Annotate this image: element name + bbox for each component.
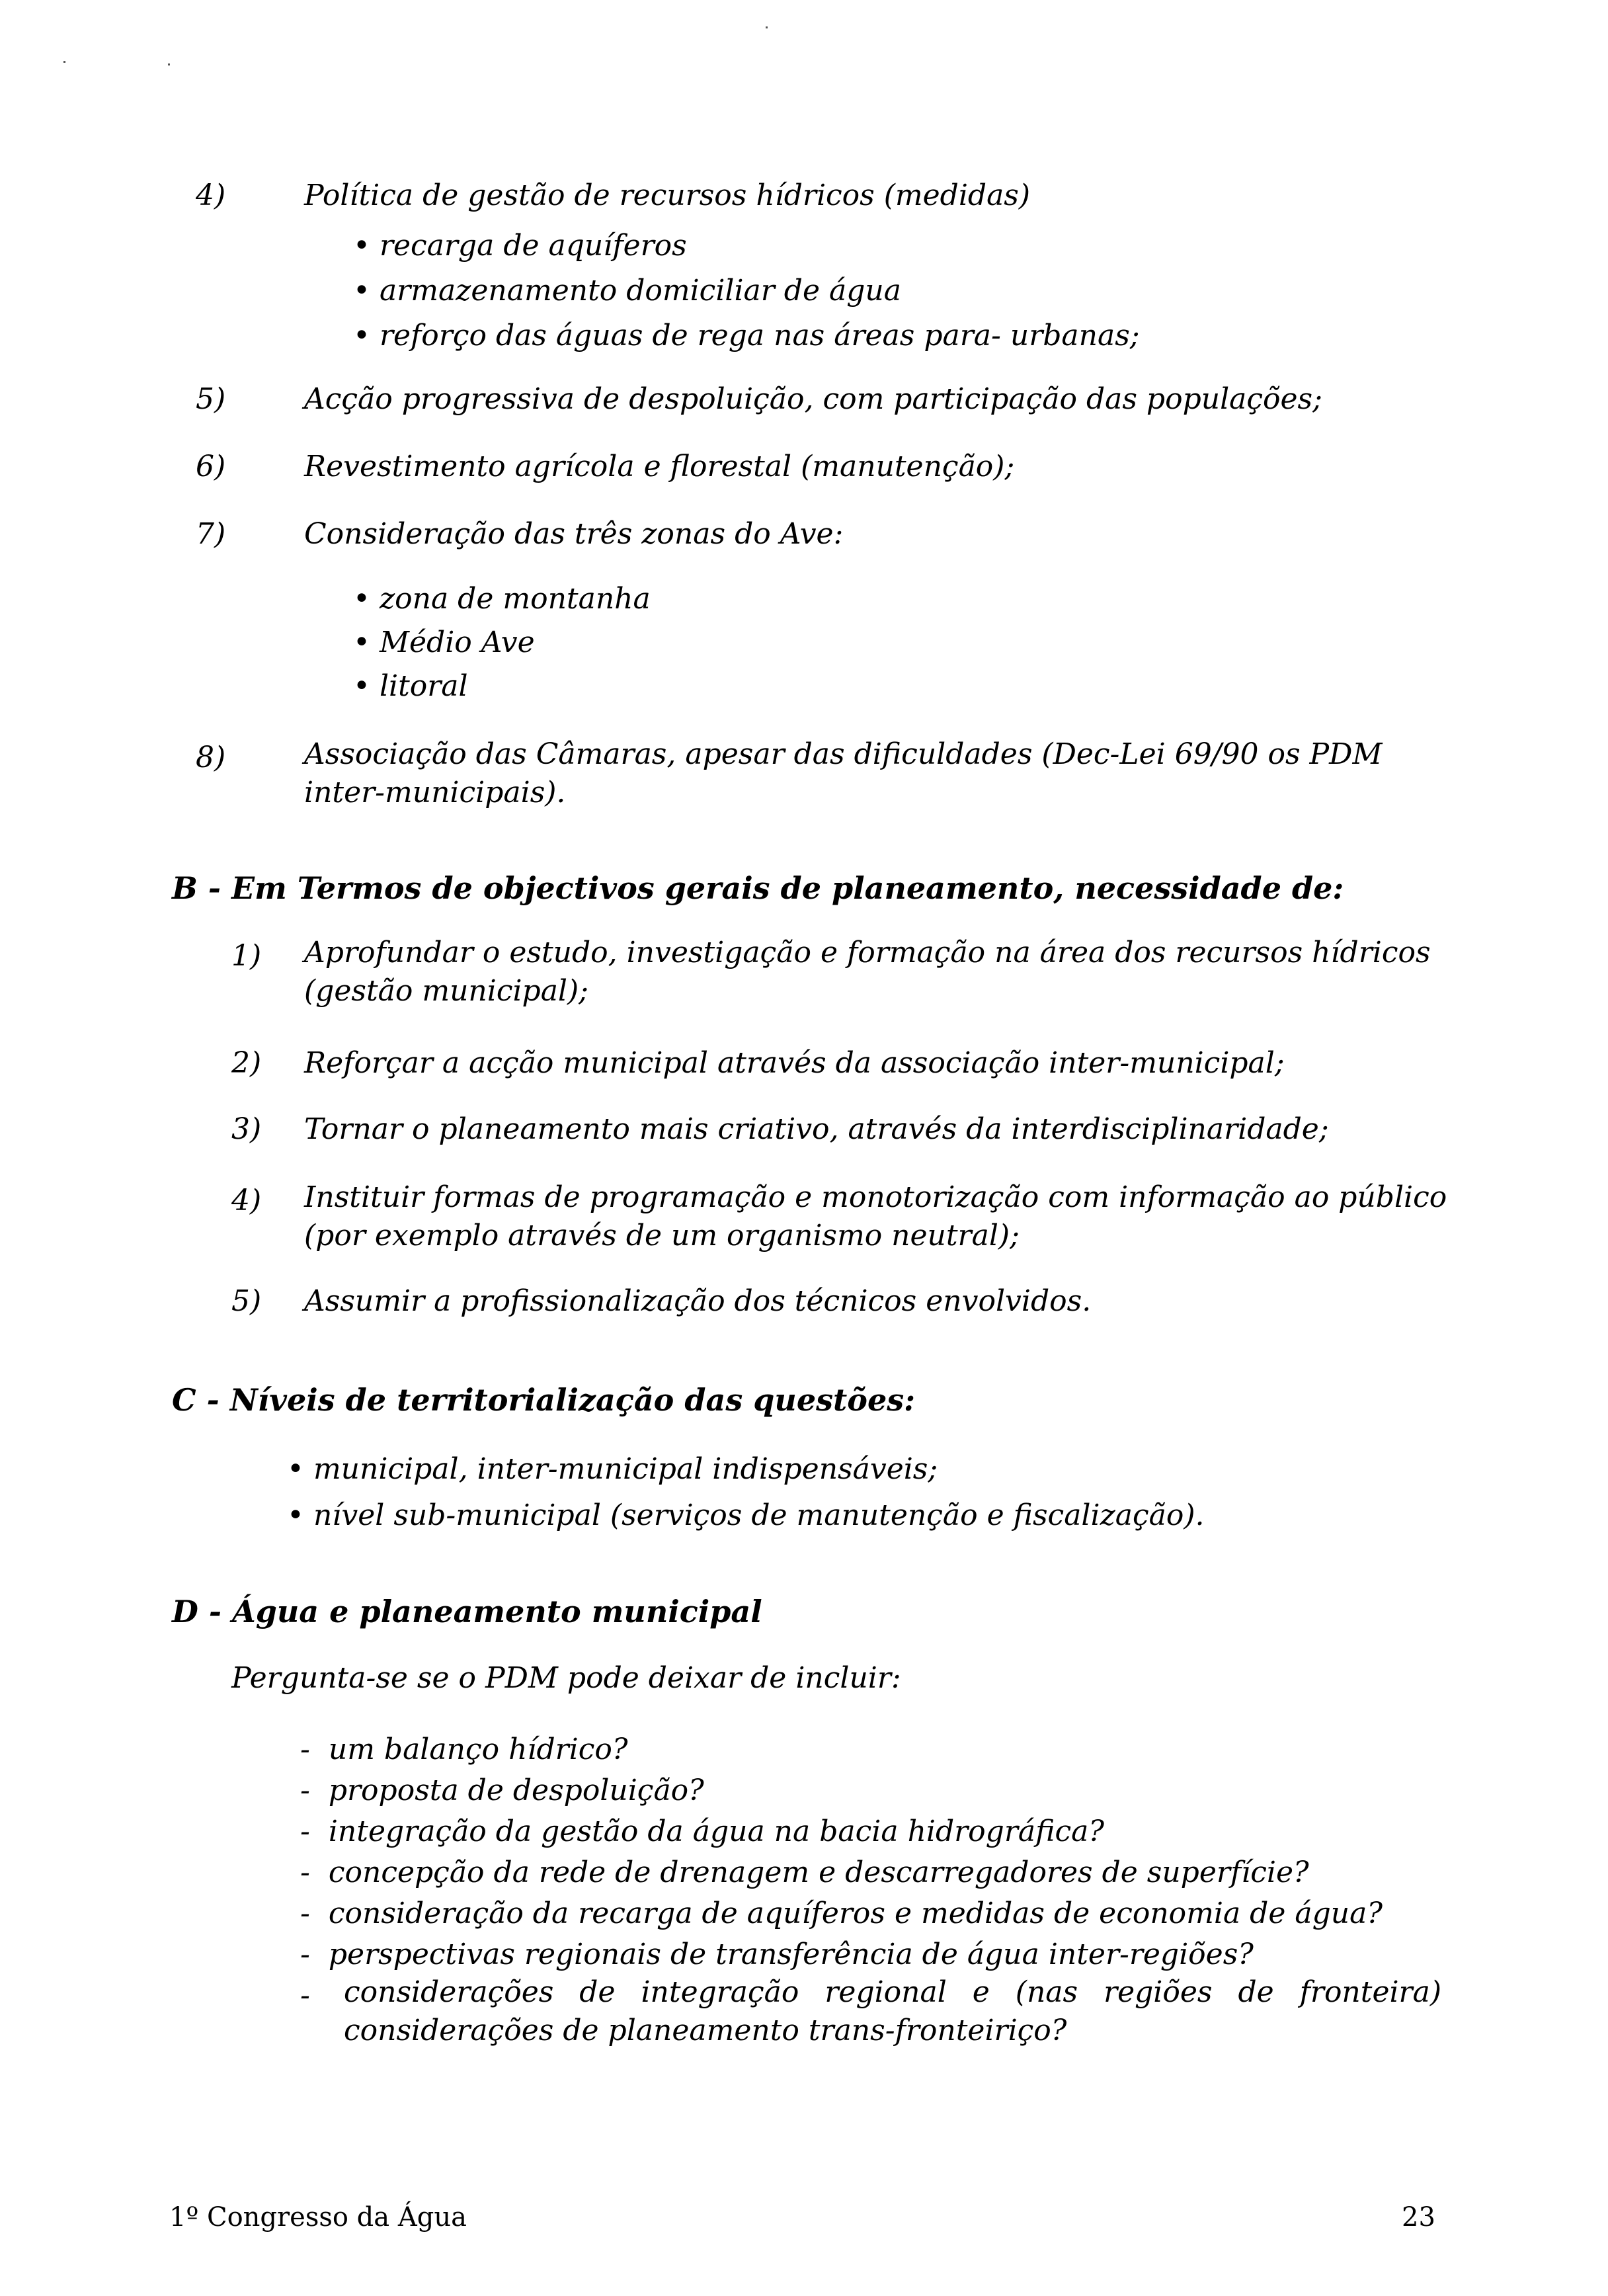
intro-text: Pergunta-se se o PDM pode deixar de incluir: [231,1661,901,1695]
bullet-item: • nível sub-municipal (serviços de manutenção e fiscalização). [287,1498,1205,1532]
dash-icon: - [300,1938,310,1971]
item-number: 4) [231,1184,262,1217]
item-number: 5) [196,382,226,416]
bullet-item: • Médio Ave [353,626,535,659]
bullet-item: • zona de montanha [353,582,651,616]
dash-item: - perspectivas regionais de transferência de água inter-regiões? [300,1938,1254,1971]
item-text: Aprofundar o estudo, investigação e formação na área dos recursos hídricos (gestão municipal); [304,936,1431,1008]
item-number: 8) [196,741,226,774]
item-text: Política de gestão de recursos hídricos (medidas) [304,179,1031,212]
section-heading: B - Em Termos de objectivos gerais de planeamento, necessidade de: [172,870,1344,906]
dash-icon: - [300,1856,310,1889]
dash-icon: - [300,1774,310,1807]
dash-item: considerações de integração regional e (nas regiões de fronteira) considerações de planeamento trans-fronteiriço? [344,1975,1441,2047]
section-heading: D - Água e planeamento municipal [172,1594,762,1629]
bullet-item: • litoral [353,669,468,703]
bullet-item: • armazenamento domiciliar de água [353,274,901,308]
bullet-item: • recarga de aquíferos [353,229,687,263]
dash-item: - consideração da recarga de aquíferos e medidas de economia de água? [300,1897,1383,1930]
bullet-icon: • [353,582,370,616]
dash-icon: - [300,1897,310,1930]
item-text: Assumir a profissionalização dos técnicos envolvidos. [304,1284,1092,1318]
item-number: 5) [231,1284,262,1318]
bullet-item: • municipal, inter-municipal indispensáveis; [287,1452,938,1486]
item-text: Tornar o planeamento mais criativo, através da interdisciplinaridade; [304,1112,1329,1146]
item-number: 4) [196,179,226,212]
item-text: Reforçar a acção municipal através da associação inter-municipal; [304,1046,1285,1080]
dash-item: - integração da gestão da água na bacia hidrográfica? [300,1815,1104,1848]
item-text: Associação das Câmaras, apesar das dificuldades (Dec-Lei 69/90 os PDM inter-municipais). [304,737,1383,809]
dash-icon: - [300,1979,310,2012]
bullet-icon: • [287,1452,304,1486]
dash-icon: - [300,1733,310,1766]
bullet-icon: • [353,229,370,263]
item-text: Instituir formas de programação e monotorização com informação ao público (por exemplo através de um organismo neutral); [304,1180,1447,1252]
dash-item: - um balanço hídrico? [300,1733,628,1766]
scan-speck [63,61,65,63]
scan-speck [766,26,768,28]
dash-item: - concepção da rede de drenagem e descarregadores de superfície? [300,1856,1309,1889]
item-text: Revestimento agrícola e florestal (manutenção); [304,450,1015,483]
item-text: Consideração das três zonas do Ave: [304,517,844,551]
item-text: Acção progressiva de despoluição, com participação das populações; [304,382,1322,416]
bullet-icon: • [353,274,370,308]
section-heading: C - Níveis de territorialização das questões: [172,1382,916,1418]
bullet-icon: • [353,319,370,352]
bullet-item: • reforço das águas de rega nas áreas para- urbanas; [353,319,1140,352]
bullet-icon: • [353,626,370,659]
dash-icon: - [300,1815,310,1848]
item-number: 1) [231,939,262,973]
item-number: 2) [231,1046,262,1080]
bullet-icon: • [353,669,370,703]
dash-item: - proposta de despoluição? [300,1774,704,1807]
item-number: 7) [196,517,226,551]
bullet-icon: • [287,1498,304,1532]
item-number: 3) [231,1112,262,1146]
footer-title: 1º Congresso da Água [169,2202,467,2233]
item-number: 6) [196,450,226,483]
page-number: 23 [1402,2202,1435,2233]
scan-speck [168,63,170,65]
